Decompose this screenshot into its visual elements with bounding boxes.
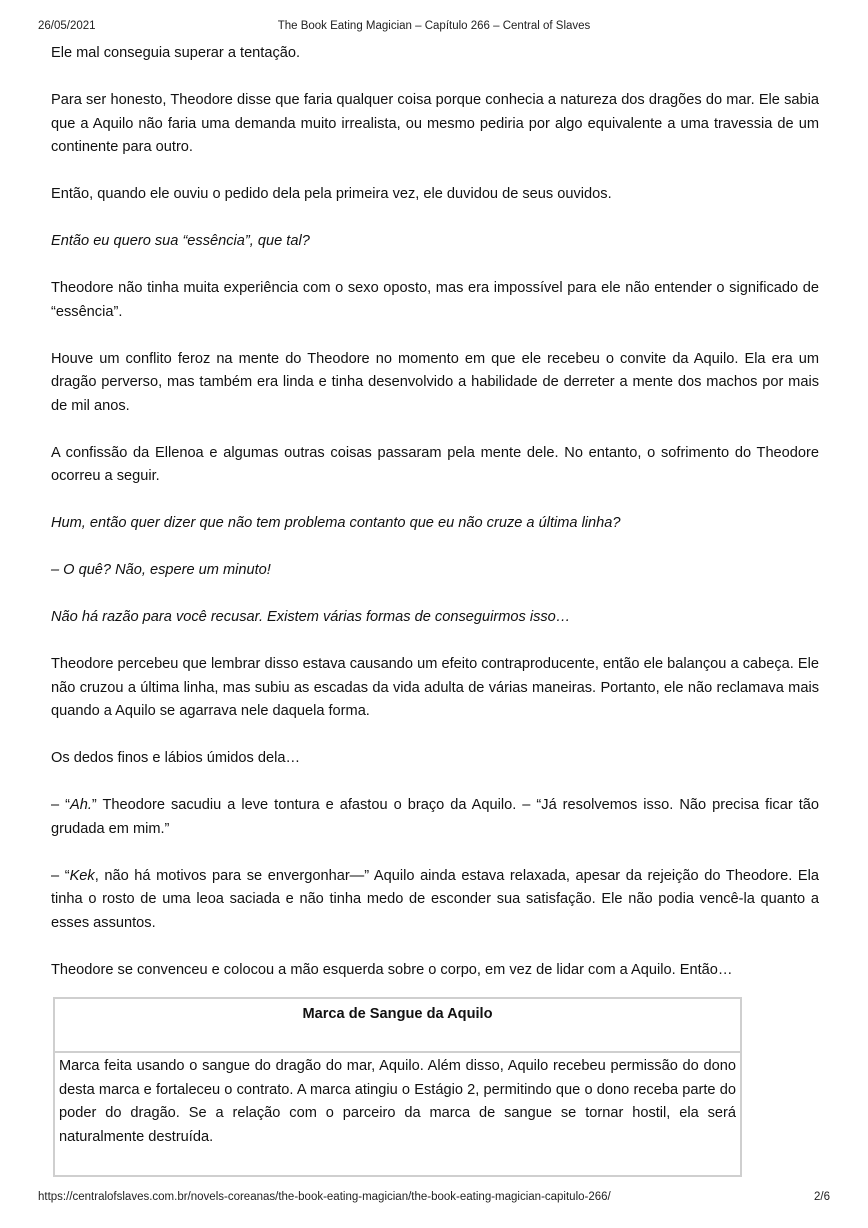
paragraph-italic: – O quê? Não, espere um minuto! [51, 562, 271, 578]
paragraph: Então, quando ele ouviu o pedido dela pela primeira vez, ele duvidou de seus ouvidos. [51, 186, 612, 202]
paragraph: A confissão da Ellenoa e algumas outras coisas passaram pela mente dele. No entanto, o sofrimento do Theodore ocorreu a seguir. [51, 444, 819, 484]
paragraph: Para ser honesto, Theodore disse que faria qualquer coisa porque conhecia a natureza dos dragões do mar. Ele sabia que a Aquilo não faria uma demanda muito irrealista, ou mesmo pediria por algo equivalente a uma travessia de um continente para outro. [51, 92, 819, 155]
paragraph [51, 865, 819, 936]
paragraph: Theodore se convenceu e colocou a mão esquerda sobre o corpo, em vez de lidar com a Aquilo. Então… [51, 961, 733, 978]
paragraph: Theodore não tinha muita experiência com o sexo oposto, mas era impossível para ele não entender o significado de “essência”. [51, 280, 819, 320]
infobox-title: Marca de Sangue da Aquilo [55, 999, 740, 1053]
paragraph [51, 794, 819, 841]
dialogue-rest: , não há motivos para se envergonhar—” Aquilo ainda estava relaxada, apesar da rejeição do Theodore. Ela tinha o rosto de uma leoa saciada e não tinha medo de esconder sua satisfação. Ele não podia vencê-la quanto a esses assuntos. [51, 867, 819, 931]
page-title: The Book Eating Magician – Capítulo 266 – Central of Slaves [277, 20, 591, 32]
blood-mark-infobox [53, 997, 742, 1177]
print-date: 26/05/2021 [38, 20, 96, 32]
infobox-body: Marca feita usando o sangue do dragão do mar, Aquilo. Além disso, Aquilo recebeu permissão do dono desta marca e fortaleceu o contrato. A marca atingiu o Estágio 2, permitindo que o dono receba parte do poder do dragão. Se a relação com o parceiro da marca de sangue se tornar hostil, ela será naturalmente destruída. [59, 1058, 736, 1145]
dialogue-emphasis: Ah. [69, 797, 92, 813]
paragraph: Houve um conflito feroz na mente do Theodore no momento em que ele recebeu o convite da Aquilo. Ela era um dragão perverso, mas também era linda e tinha desenvolvido a habilidade de derreter a mente dos machos por mais de mil anos. [51, 350, 819, 414]
paragraph-italic: Então eu quero sua “essência”, que tal? [51, 233, 310, 249]
dialogue-dash: – “ [51, 797, 70, 813]
chapter-text [51, 42, 819, 1006]
page-number: 2/6 [814, 1191, 830, 1203]
paragraph: Theodore percebeu que lembrar disso estava causando um efeito contraproducente, então ele balançou a cabeça. Ele não cruzou a última linha, mas subiu as escadas da vida adulta de várias maneiras. Portanto, ele não reclamava mais quando a Aquilo se agarrava nele daquela forma. [51, 656, 819, 719]
page-url: https://centralofslaves.com.br/novels-coreanas/the-book-eating-magician/the-book-eating-magician-capitulo-266/ [38, 1191, 611, 1203]
paragraph-italic: Não há razão para você recusar. Existem várias formas de conseguirmos isso… [51, 609, 571, 625]
dialogue-emphasis: Kek [69, 867, 95, 884]
dialogue-dash: – “ [51, 867, 70, 884]
paragraph: Ele mal conseguia superar a tentação. [51, 45, 301, 61]
paragraph-italic: Hum, então quer dizer que não tem problema contanto que eu não cruze a última linha? [51, 515, 621, 531]
paragraph: Os dedos finos e lábios úmidos dela… [51, 750, 301, 766]
dialogue-rest: ” Theodore sacudiu a leve tontura e afastou o braço da Aquilo. – “Já resolvemos isso. Não precisa ficar tão grudada em mim.” [51, 797, 820, 837]
